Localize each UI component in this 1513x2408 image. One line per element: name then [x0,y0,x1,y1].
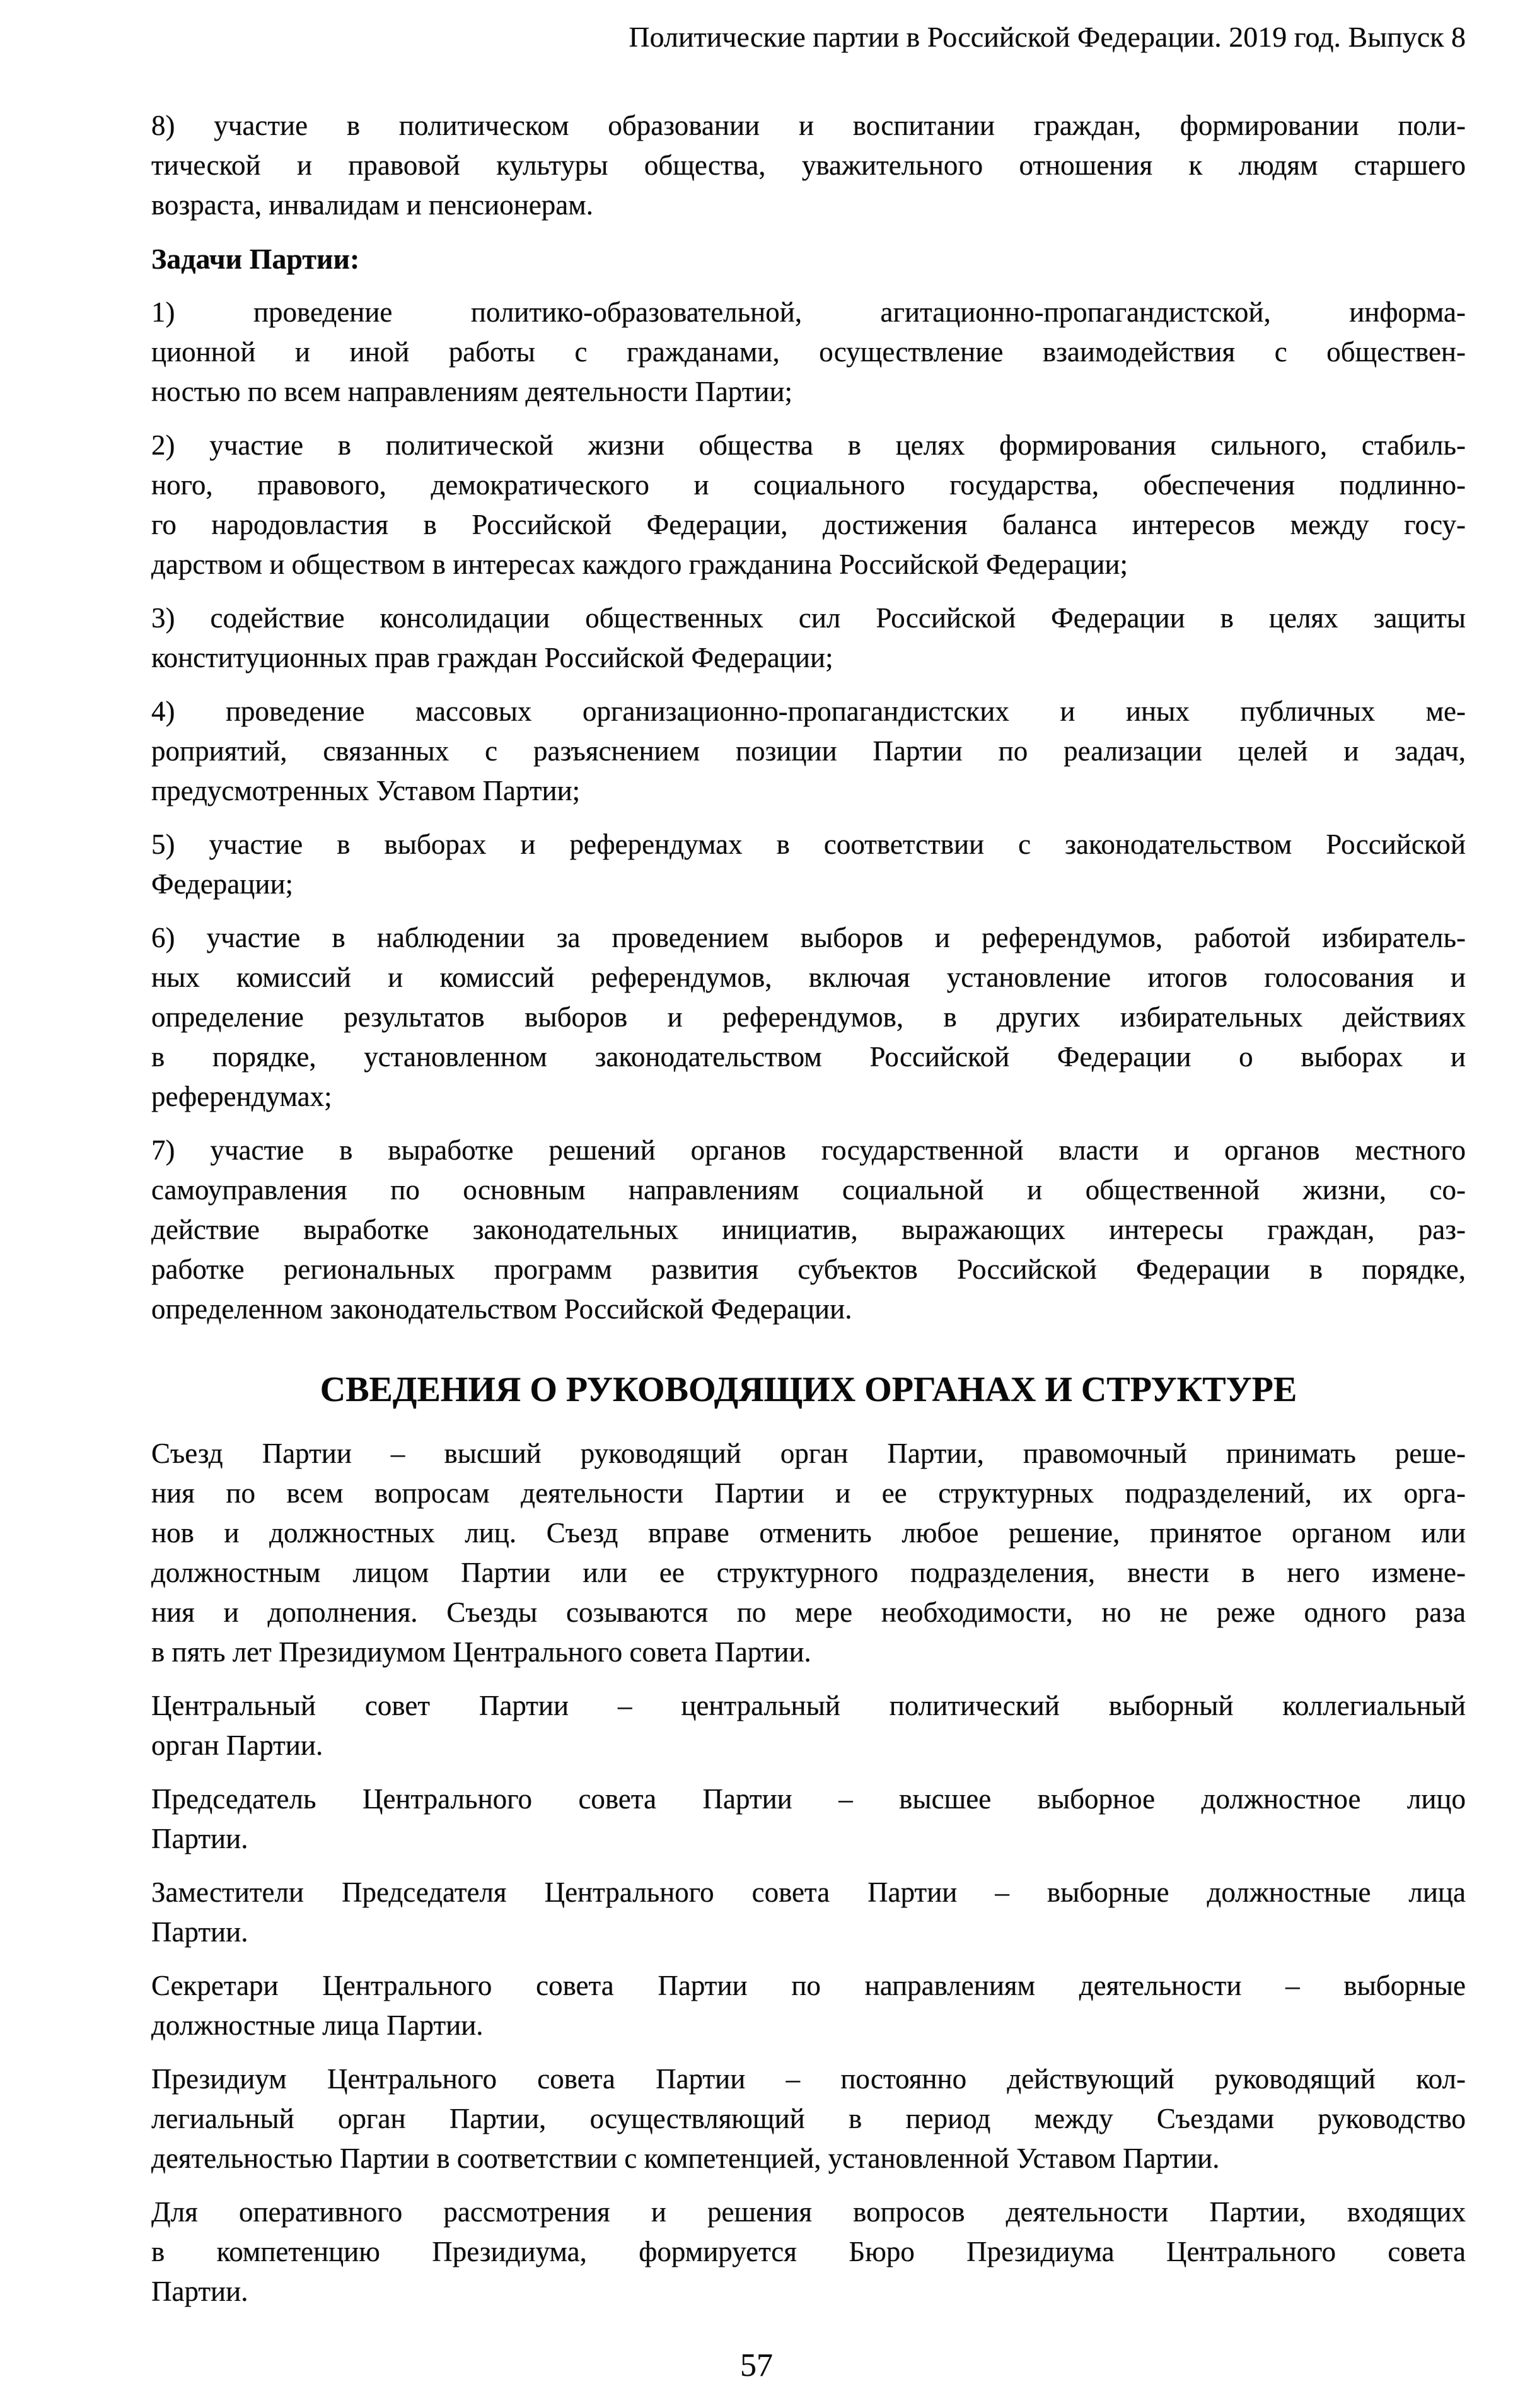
text-line: нов и должностных лиц. Съезд вправе отменить любое решение, принятое органом или [151,1517,1466,1549]
paragraph [151,1434,1466,1672]
paragraph [151,1686,1466,1765]
text-line: Федерации; [151,868,294,900]
text-line: ного, правового, демократического и социального государства, обеспечения подлинно- [151,469,1466,501]
text-line: определение результатов выборов и референдумов, в других избирательных действиях [151,1001,1466,1033]
text-line: должностным лицом Партии или ее структурного подразделения, внести в него измене- [151,1557,1466,1588]
paragraph [151,293,1466,412]
text-line: референдумах; [151,1081,332,1112]
text-line: ностью по всем направлениям деятельности Партии; [151,376,793,407]
text-line: в порядке, установленном законодательством Российской Федерации о выборах и [151,1041,1466,1073]
text-line: в пять лет Президиумом Центрального совета Партии. [151,1636,811,1668]
text-line: Партии. [151,2276,248,2307]
paragraph [151,426,1466,585]
text-line: Партии. [151,1916,248,1948]
text-line: конституционных прав граждан Российской Федерации; [151,642,833,673]
document-body [151,106,1466,2312]
text-line: Председатель Центрального совета Партии – высшее выборное должностное лицо [151,1783,1466,1815]
paragraph [151,1131,1466,1329]
paragraph [151,598,1466,678]
paragraph [151,106,1466,225]
paragraph [151,692,1466,811]
text-line: роприятий, связанных с разъяснением позиции Партии по реализации целей и задач, [151,735,1466,767]
text-line: деятельностью Партии в соответствии с компетенцией, установленной Уставом Партии. [151,2143,1220,2174]
text-line: возраста, инвалидам и пенсионерам. [151,189,593,221]
text-line: работке региональных программ развития субъектов Российской Федерации в порядке, [151,1253,1466,1285]
page-number: 57 [740,2347,773,2383]
text-line: в компетенцию Президиума, формируется Бюро Президиума Центрального совета [151,2236,1466,2267]
paragraph [151,825,1466,904]
text-line: орган Партии. [151,1730,323,1761]
paragraph [151,1966,1466,2045]
text-line: 3) содействие консолидации общественных сил Российской Федерации в целях защиты [151,602,1466,634]
text-line: действие выработке законодательных инициатив, выражающих интересы граждан, раз- [151,1214,1466,1245]
text-line: ных комиссий и комиссий референдумов, включая установление итогов голосования и [151,962,1466,993]
text-line: ния и дополнения. Съезды созываются по мере необходимости, но не реже одного раза [151,1597,1466,1628]
text-line: самоуправления по основным направлениям социальной и общественной жизни, со- [151,1174,1466,1206]
text-line: 1) проведение политико-образовательной, агитационно-пропагандистской, информа- [151,296,1466,328]
text-line: тической и правовой культуры общества, уважительного отношения к людям старшего [151,149,1466,181]
paragraph [151,1873,1466,1952]
text-line: Заместители Председателя Центрального совета Партии – выборные должностные лица [151,1876,1466,1908]
text-line: Президиум Центрального совета Партии – постоянно действующий руководящий кол- [151,2063,1466,2095]
text-line: должностные лица Партии. [151,2010,484,2041]
text-line: определенном законодательством Российской Федерации. [151,1293,852,1325]
text-line: Центральный совет Партии – центральный политический выборный коллегиальный [151,1690,1466,1721]
text-line: го народовластия в Российской Федерации, достижения баланса интересов между госу- [151,509,1466,540]
text-line: 6) участие в наблюдении за проведением выборов и референдумов, работой избиратель- [151,922,1466,953]
text-line: Секретари Центрального совета Партии по направлениям деятельности – выборные [151,1970,1466,2001]
text-line: легиальный орган Партии, осуществляющий в период между Съездами руководство [151,2103,1466,2134]
text-line: 7) участие в выработке решений органов государственной власти и органов местного [151,1134,1466,1166]
text-line: 8) участие в политическом образовании и воспитании граждан, формировании поли- [151,110,1466,141]
text-line: 4) проведение массовых организационно-пропагандистских и иных публичных ме- [151,695,1466,727]
paragraph [151,2192,1466,2312]
paragraph [151,1779,1466,1859]
section-title: СВЕДЕНИЯ О РУКОВОДЯЩИХ ОРГАНАХ И СТРУКТУРЕ [320,1370,1297,1409]
text-line: Съезд Партии – высший руководящий орган Партии, правомочный принимать реше- [151,1438,1466,1469]
text-line: предусмотренных Уставом Партии; [151,775,581,806]
text-line: ционной и иной работы с гражданами, осуществление взаимодействия с обществен- [151,336,1466,368]
text-line: 2) участие в политической жизни общества в целях формирования сильного, стабиль- [151,429,1466,461]
paragraph [151,2059,1466,2178]
text-line: Для оперативного рассмотрения и решения вопросов деятельности Партии, входящих [151,2196,1466,2228]
running-header: Политические партии в Российской Федерации. 2019 год. Выпуск 8 [629,21,1466,53]
text-line: дарством и обществом в интересах каждого гражданина Российской Федерации; [151,549,1128,580]
text-line: 5) участие в выборах и референдумах в соответствии с законодательством Российской [151,829,1466,860]
subheading: Задачи Партии: [151,243,360,275]
text-line: ния по всем вопросам деятельности Партии и ее структурных подразделений, их орга- [151,1477,1466,1509]
paragraph [151,918,1466,1117]
text-line: Партии. [151,1823,248,1854]
